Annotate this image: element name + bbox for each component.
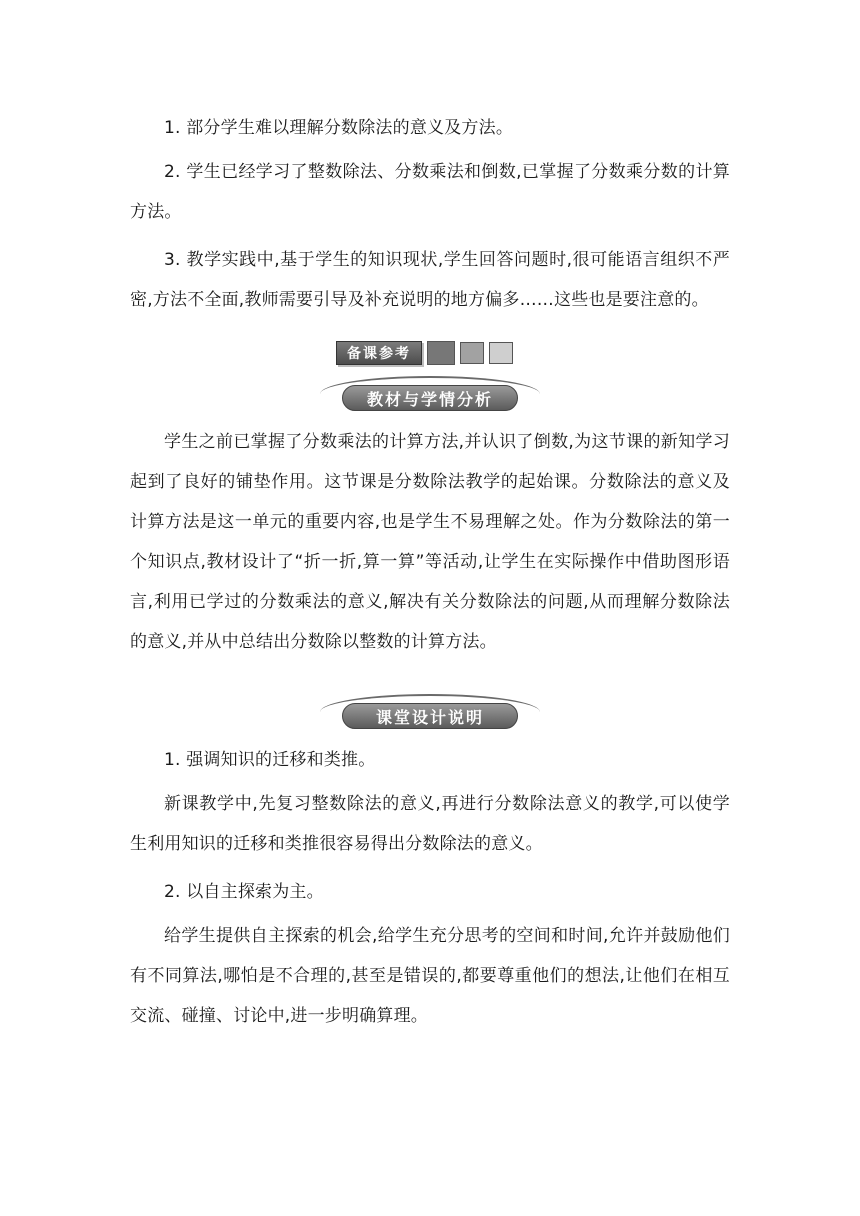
design-point-text: 给学生提供自主探索的机会,给学生充分思考的空间和时间,允许并鼓励他们有不同算法,哪怕是不合理的,甚至是错误的,都要尊重他们的想法,让他们在相互交流、碰撞、讨论中,进一步明确算理。 (130, 926, 730, 1026)
list-item: 1. 部分学生难以理解分数除法的意义及方法。 (164, 118, 514, 138)
section-paragraph: 学生之前已掌握了分数乘法的计算方法,并认识了倒数,为这节课的新知学习起到了良好的铺垫作用。这节课是分数除法教学的起始课。分数除法的意义及计算方法是这一单元的重要内容,也是学生不易理解之处。作为分数除法的第一个知识点,教材设计了“折一折,算一算”等活动,让学生在实际操作中借助图形语言,利用已学过的分数乘法的意义,解决有关分数除法的问题,从而理解分数除法的意义,并从中总结出分数除以整数的计算方法。 (130, 432, 730, 652)
prep-reference-banner (336, 340, 513, 366)
section-title: 教材与学情分析 (342, 385, 518, 411)
section-title: 课堂设计说明 (342, 703, 518, 729)
design-point-heading: 1. 强调知识的迁移和类推。 (164, 750, 376, 770)
section-heading-badge (320, 376, 540, 412)
list-item: 2. 学生已经学习了整数除法、分数乘法和倒数,已掌握了分数乘分数的计算方法。 (130, 162, 730, 222)
decorative-square-icon (460, 342, 484, 364)
prep-reference-label: 备课参考 (336, 341, 422, 365)
decorative-square-icon (489, 342, 513, 364)
list-item: 3. 教学实践中,基于学生的知识现状,学生回答问题时,很可能语言组织不严密,方法不全面,教师需要引导及补充说明的地方偏多……这些也是要注意的。 (130, 250, 730, 310)
design-point-heading: 2. 以自主探索为主。 (164, 882, 324, 902)
decorative-square-icon (427, 341, 455, 365)
section-heading-badge (320, 694, 540, 730)
design-point-text: 新课教学中,先复习整数除法的意义,再进行分数除法意义的教学,可以使学生利用知识的迁移和类推很容易得出分数除法的意义。 (130, 794, 730, 854)
